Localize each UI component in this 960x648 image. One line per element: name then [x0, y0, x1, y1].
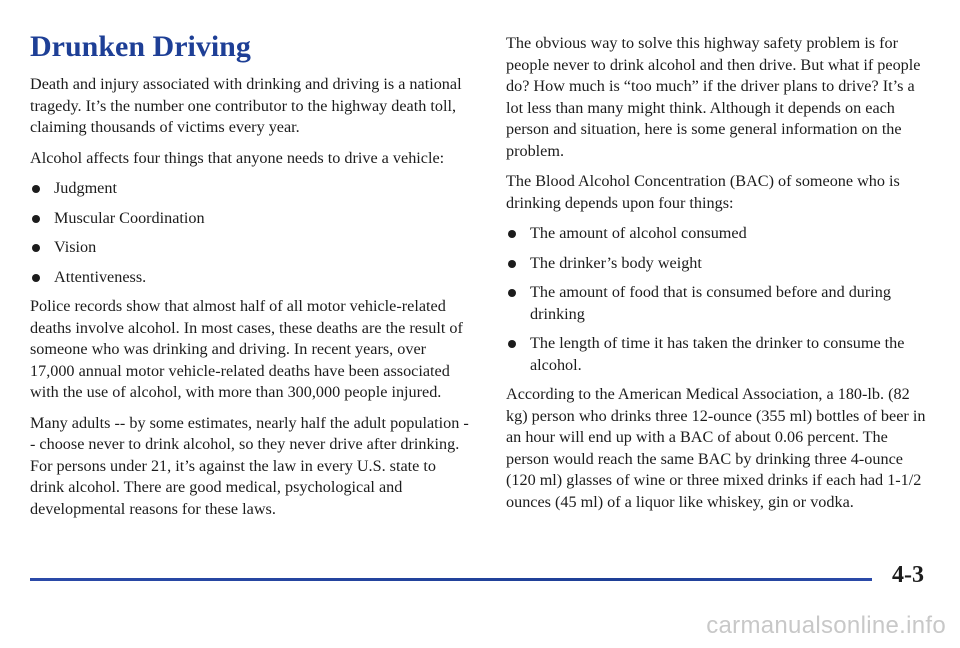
watermark: carmanualsonline.info: [706, 612, 946, 639]
list-item: [30, 237, 470, 259]
bullet-icon: [32, 274, 40, 282]
list-item-text: Attentiveness.: [54, 267, 147, 286]
list-item-text: Muscular Coordination: [54, 208, 205, 227]
bullet-icon: [508, 230, 516, 238]
list-item: [30, 267, 470, 289]
page-number: 4-3: [892, 562, 924, 588]
list-item-text: The length of time it has taken the drinker to consume the alcohol.: [530, 334, 905, 374]
list-item: [506, 282, 926, 325]
intro-paragraph: Death and injury associated with drinking and driving is a national tragedy. It’s the number one contributor to the highway death toll, claiming thousands of victims every year.: [30, 75, 462, 136]
solution-paragraph: The obvious way to solve this highway safety problem is for people never to drink alcohol and then drive. But what if people do? How much is “too much” if the driver plans to drive? It’s a lot less than many might think. Although it depends on each person and situation, here is some general information on the problem.: [506, 34, 921, 160]
police-records-paragraph: Police records show that almost half of all motor vehicle-related deaths involve alcohol. In most cases, these deaths are the result of someone who was drinking and driving. In recent years, over 17,000 annual motor vehicle-related deaths have been associated with the use of alcohol, with more than 300,000 people injured.: [30, 297, 463, 401]
affects-paragraph: Alcohol affects four things that anyone needs to drive a vehicle:: [30, 148, 445, 167]
bullet-icon: [32, 244, 40, 252]
bullet-icon: [32, 185, 40, 193]
list-item: [506, 223, 926, 245]
footer-rule: [30, 578, 872, 581]
list-item: [506, 333, 926, 376]
list-item: [506, 253, 926, 275]
bac-intro-paragraph: The Blood Alcohol Concentration (BAC) of someone who is drinking depends upon four things:: [506, 172, 900, 212]
list-item-text: Judgment: [54, 179, 117, 197]
list-item-text: Vision: [54, 238, 97, 256]
left-column: [30, 30, 470, 529]
bullet-icon: [508, 289, 516, 297]
list-item: [30, 178, 470, 200]
list-item-text: The amount of food that is consumed before and during drinking: [530, 283, 891, 323]
right-column: [506, 30, 926, 522]
bac-factors-list: [506, 223, 926, 376]
list-item: [30, 208, 470, 230]
affects-list: [30, 178, 470, 288]
ama-paragraph: According to the American Medical Association, a 180-lb. (82 kg) person who drinks three 12-ounce (355 ml) bottles of beer in an hour will end up with a BAC of about 0.06 percent. The person would reach the same BAC by drinking three 4-ounce (120 ml) glasses of wine or three mixed drinks if each had 1-1/2 ounces (45 ml) of a liquor like whiskey, gin or vodka.: [506, 385, 926, 511]
list-item-text: The drinker’s body weight: [530, 253, 702, 272]
bullet-icon: [508, 260, 516, 268]
bullet-icon: [32, 215, 40, 223]
bullet-icon: [508, 340, 516, 348]
adults-paragraph: Many adults -- by some estimates, nearly half the adult population -- choose never to drink alcohol, so they never drive after drinking. For persons under 21, it’s against the law in every U.S. state to drink alcohol. There are good medical, psychological and developmental reasons for these laws.: [30, 413, 469, 518]
list-item-text: The amount of alcohol consumed: [530, 224, 747, 242]
section-title: Drunken Driving: [30, 30, 251, 63]
